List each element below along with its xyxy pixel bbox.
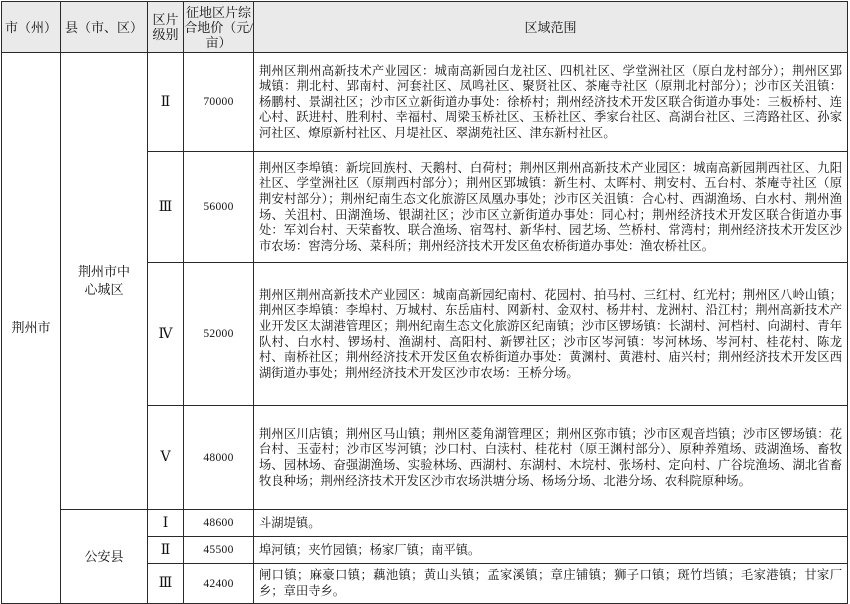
header-price: 征地区片综合地价（元/亩） (184, 2, 254, 53)
county-name: 荆州市中心城区 (77, 264, 130, 297)
county-cell: 公安县 (61, 510, 148, 604)
range-cell: 斗湖堤镇。 (254, 510, 848, 537)
level-cell: Ⅴ (148, 406, 184, 510)
level-cell: Ⅳ (148, 263, 184, 406)
county-cell (61, 53, 148, 510)
range-cell: 荆州区荆州高新技术产业园区：城南高新园纪南村、花园村、拍马村、三红村、红光村；荆州区八岭山镇；荆州区李埠镇：李埠村、万城村、东岳庙村、网新村、金双村、杨井村、龙洲村、沿江村；荆州高新技术产业开发区太湖港管理区；荆州纪南生态文化旅游区纪南镇；沙市区锣场镇：长湖村、河档村、向湖村、青年队村、白水村、锣场村、渔湖村、高阳村、新锣社区；沙市区岑河镇：岑河林场、岑河村、桂花村、陈龙村、南桥社区；荆州经济技术开发区鱼农桥街道办事处：黄渊村、黄港村、庙兴村；荆州经济技术开发区西湖街道办事处；荆州经济技术开发区沙市农场：王桥分场。 (254, 263, 848, 406)
range-cell: 闸口镇；麻豪口镇；藕池镇；黄山头镇；孟家溪镇；章庄铺镇；狮子口镇；斑竹垱镇；毛家港镇；甘家厂乡；章田寺乡。 (254, 564, 848, 604)
price-cell: 48600 (184, 510, 254, 537)
level-cell: Ⅲ (148, 152, 184, 263)
price-cell: 52000 (184, 263, 254, 406)
price-cell: 45500 (184, 537, 254, 564)
city-cell: 荆州市 (2, 53, 61, 604)
table-row (2, 510, 848, 537)
range-cell: 荆州区李埠镇：新垸回族村、天鹅村、白荷村；荆州区荆州高新技术产业园区：城南高新园荆西社区、九阳社区、学堂洲社区（原荆西村部分）；荆州区郢城镇：新生村、太晖村、荆安村、五台村、茶庵寺社区（原荆安村部分）；荆州纪南生态文化旅游区凤凰办事处；沙市区关沮镇：合心村、西湖渔场、白水村、荆州渔场、关沮村、田湖渔场、银湖社区；沙市区立新街道办事处：同心村；荆州经济技术开发区联合街道办事处：军刘台村、天荣畜牧、联合渔场、宿驾村、新华村、园艺场、竺桥村、常湾村；荆州经济技术开发区沙市农场：窖湾分场、菜科所；荆州经济技术开发区鱼农桥街道办事处：渔农桥社区。 (254, 152, 848, 263)
header-level: 区片级别 (148, 2, 184, 53)
range-cell: 荆州区川店镇；荆州区马山镇；荆州区菱角湖管理区；荆州区弥市镇；沙市区观音垱镇；沙市区锣场镇：花台村、玉壶村；沙市区岑河镇；沙口村、白渎村、桂花村（原王渊村部分）、原种养殖场、豉湖渔场、畜牧场、园林场、奋强湖渔场、实验林场、西湖村、东湖村、木垸村、张场村、定向村、广谷垸渔场、湖北省畜牧良种场；荆州经济技术开发区沙市农场洪塘分场、杨场分场、北港分场、农科院原种场。 (254, 406, 848, 510)
level-cell: Ⅰ (148, 510, 184, 537)
header-row (2, 2, 848, 53)
price-cell: 70000 (184, 53, 254, 152)
range-cell: 埠河镇；夹竹园镇；杨家厂镇；南平镇。 (254, 537, 848, 564)
level-cell: Ⅱ (148, 537, 184, 564)
level-cell: Ⅲ (148, 564, 184, 604)
range-cell: 荆州区荆州高新技术产业园区：城南高新园白龙社区、四机社区、学堂洲社区（原白龙村部分）；荆州区郢城镇：荆北村、郢南村、河套社区、凤鸣社区、聚贤社区、茶庵寺社区（原荆北村部分）；沙市区关沮镇：杨鹏村、景湖社区；沙市区立新街道办事处：徐桥村；荆州经济技术开发区联合街道办事处：三板桥村、连心村、跃进村、胜利村、幸福村、周梁玉桥社区、玉桥社区、季家台社区、高湖台社区、三湾路社区、孙家河社区、燎原新村社区、月堤社区、翠湖苑社区、津东新村社区。 (254, 53, 848, 152)
level-cell: Ⅱ (148, 53, 184, 152)
header-range: 区域范围 (254, 2, 848, 53)
land-price-table (1, 1, 848, 604)
header-county: 县（市、区） (61, 2, 148, 53)
price-cell: 56000 (184, 152, 254, 263)
price-cell: 48000 (184, 406, 254, 510)
price-cell: 42400 (184, 564, 254, 604)
header-city: 市（州） (2, 2, 61, 53)
table-row (2, 53, 848, 152)
